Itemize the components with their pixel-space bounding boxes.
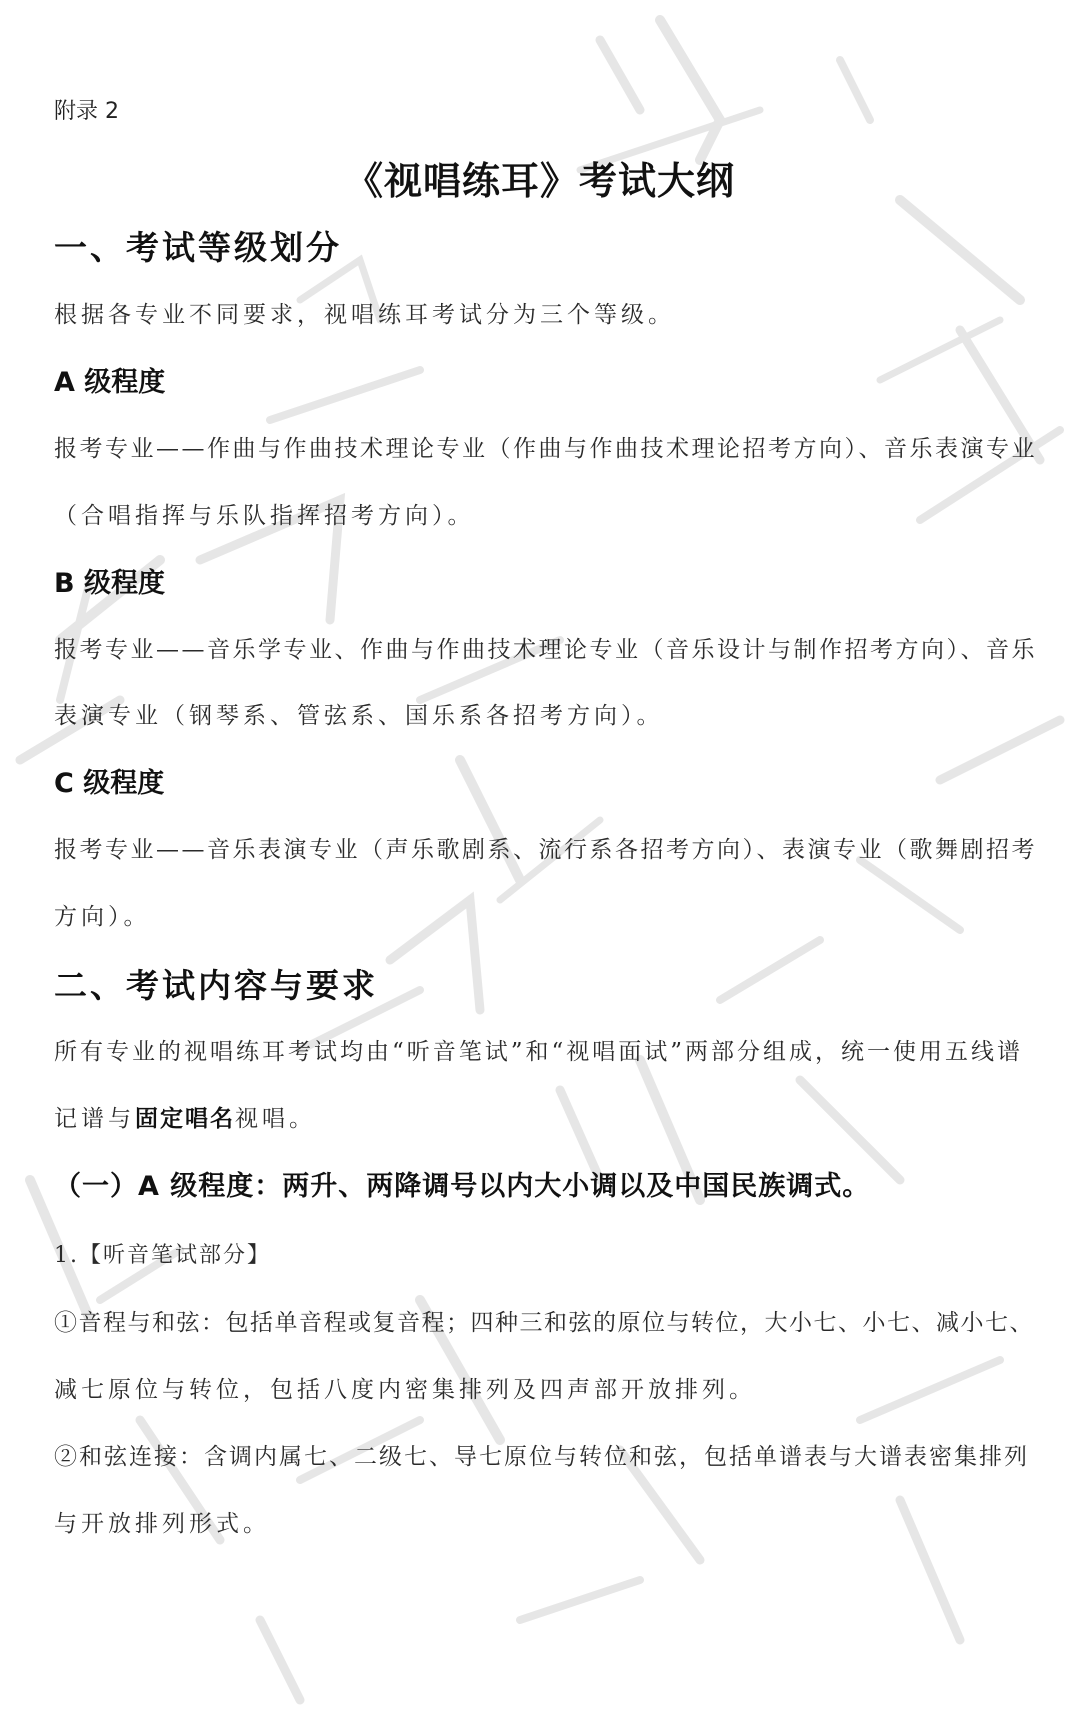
level-a-heading: A 级程度: [54, 367, 166, 398]
level-a-line2: （合唱指挥与乐队指挥招考方向）。: [54, 503, 475, 529]
intro-line2-post: 视唱。: [235, 1106, 316, 1132]
level-b-line1: 报考专业——音乐学专业、作曲与作曲技术理论专业（音乐设计与制作招考方向）、音乐: [54, 637, 1037, 663]
page-title: 《视唱练耳》考试大纲: [344, 158, 735, 203]
level-a-line1: 报考专业——作曲与作曲技术理论专业（作曲与作曲技术理论招考方向）、音乐表演专业: [54, 436, 1037, 462]
subsection-a-heading: （一）A 级程度：两升、两降调号以内大小调以及中国民族调式。: [54, 1171, 871, 1202]
intro-line2-pre: 记谱与: [54, 1106, 135, 1132]
appendix-label: 附录 2: [54, 99, 119, 124]
level-c-heading: C 级程度: [54, 768, 165, 799]
level-b-heading: B 级程度: [54, 568, 165, 599]
item2-line1: ②和弦连接：含调内属七、二级七、导七原位与转位和弦，包括单谱表与大谱表密集排列: [54, 1444, 1029, 1470]
level-c-line2: 方向）。: [54, 904, 151, 930]
item1-line2: 减七原位与转位，包括八度内密集排列及四声部开放排列。: [54, 1377, 756, 1403]
part1-heading: 1.【听音笔试部分】: [54, 1243, 271, 1268]
section1-heading: 一、考试等级划分: [54, 228, 342, 267]
item2-line2: 与开放排列形式。: [54, 1511, 270, 1537]
level-c-line1: 报考专业——音乐表演专业（声乐歌剧系、流行系各招考方向）、表演专业（歌舞剧招考: [54, 837, 1037, 863]
section2-heading: 二、考试内容与要求: [54, 966, 378, 1005]
section1-intro: 根据各专业不同要求，视唱练耳考试分为三个等级。: [54, 302, 675, 328]
fixed-solfege-emphasis: 固定唱名: [135, 1106, 235, 1132]
item1-line1: ①音程与和弦：包括单音程或复音程；四种三和弦的原位与转位，大小七、小七、减小七、: [54, 1310, 1034, 1336]
section2-intro-line1: 所有专业的视唱练耳考试均由“听音笔试”和“视唱面试”两部分组成，统一使用五线谱: [54, 1039, 1024, 1065]
section2-intro-line2: [54, 1100, 316, 1133]
level-b-line2: 表演专业（钢琴系、管弦系、国乐系各招考方向）。: [54, 703, 664, 729]
